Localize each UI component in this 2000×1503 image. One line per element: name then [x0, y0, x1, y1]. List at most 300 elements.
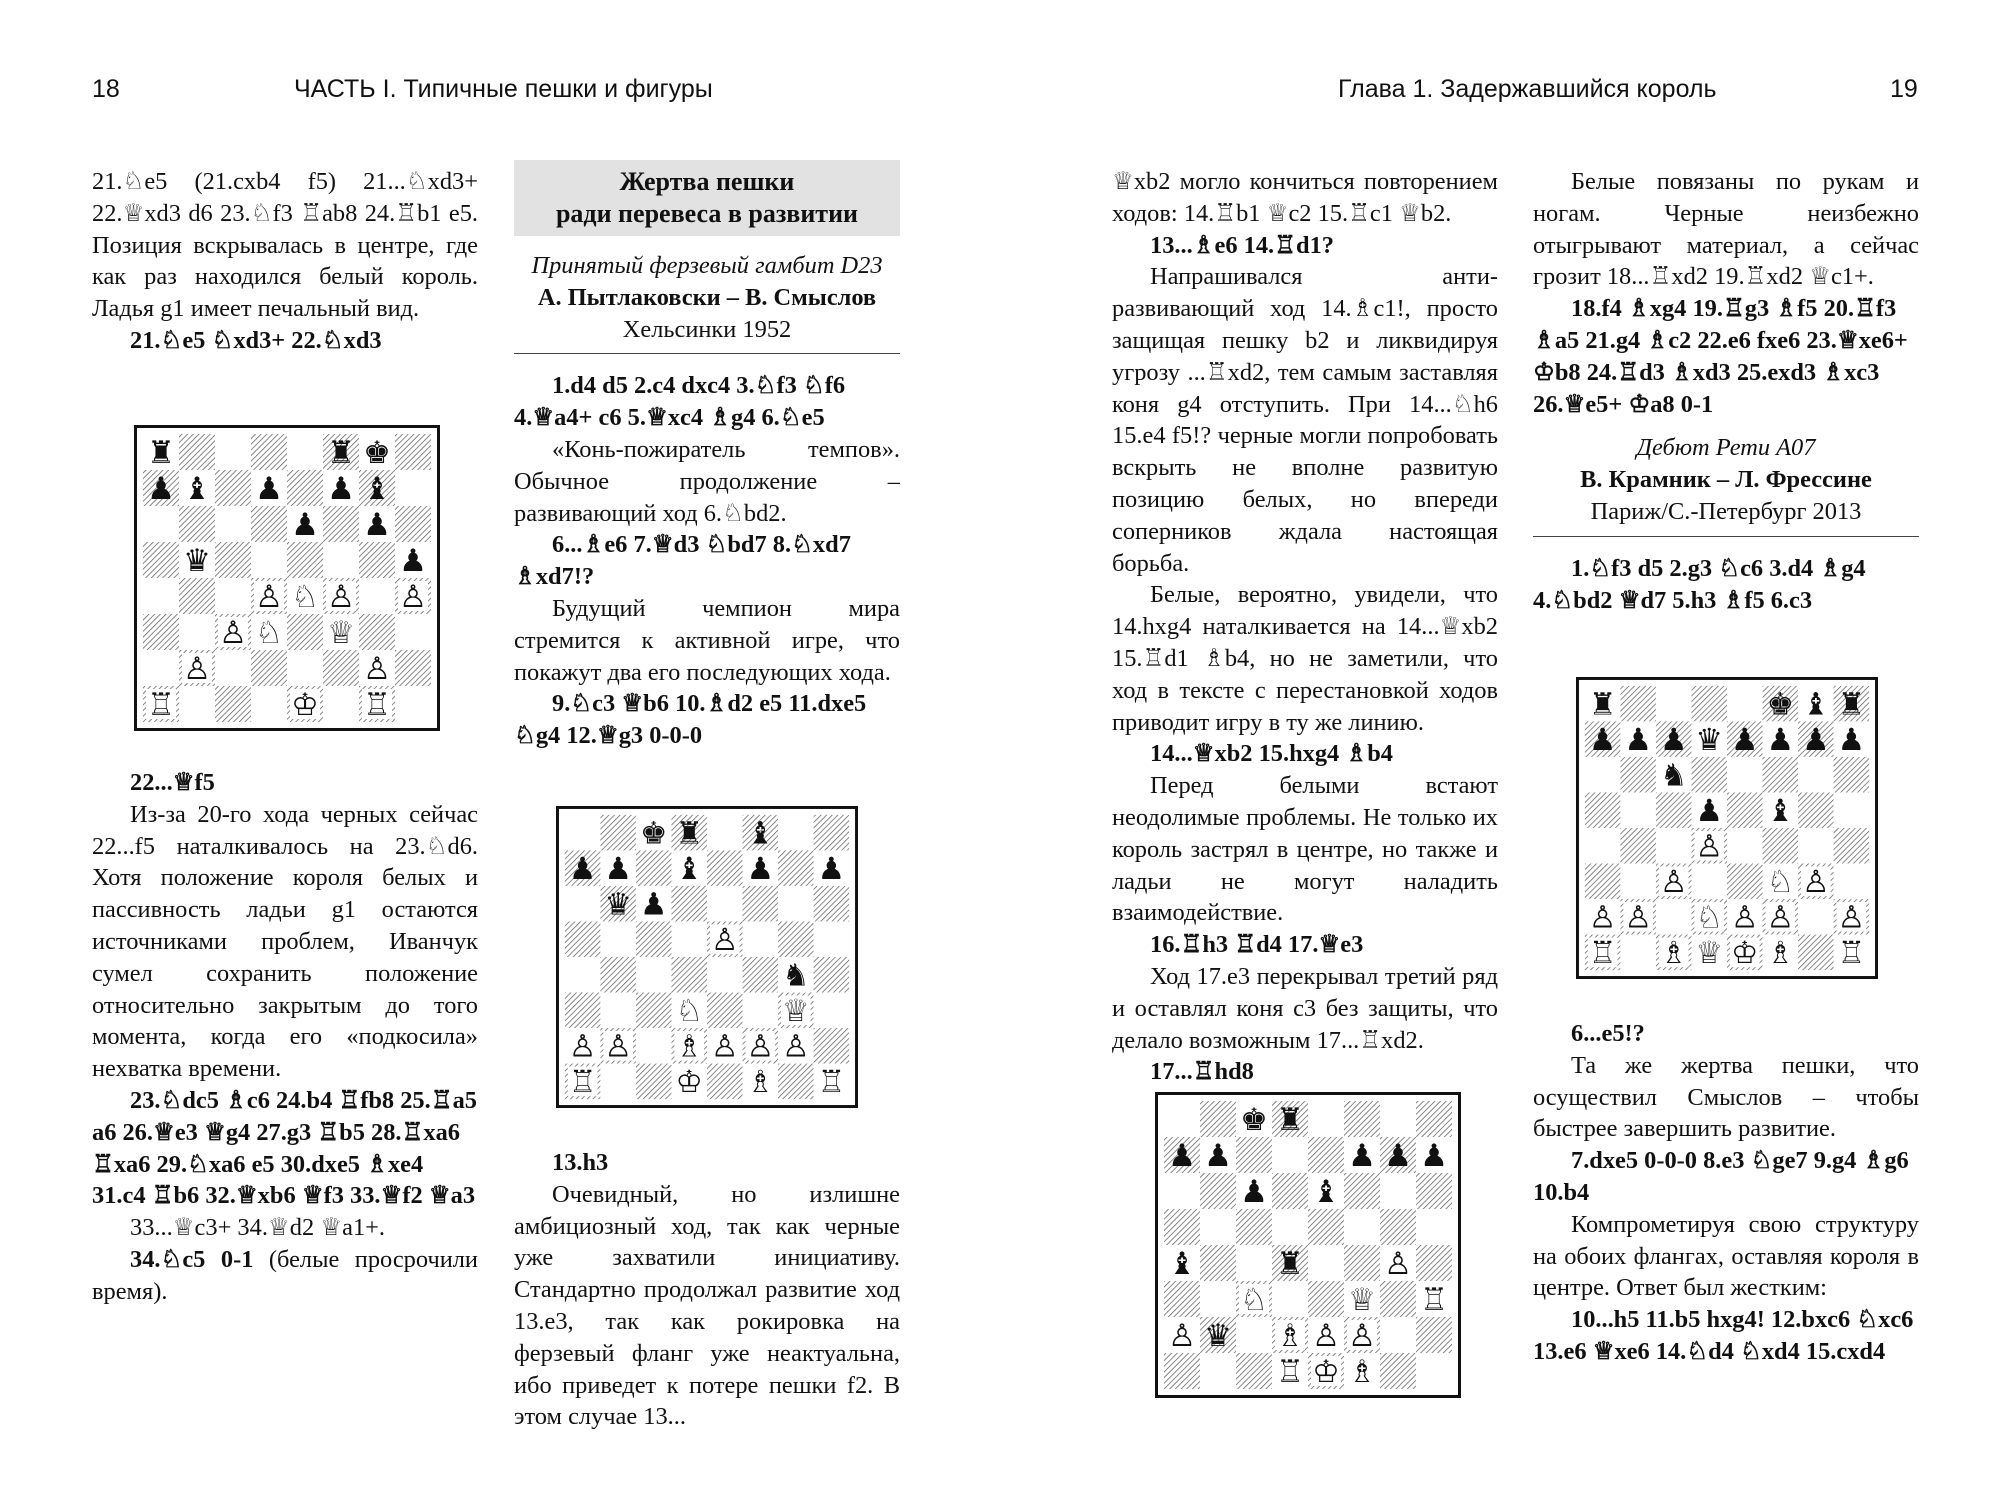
white-pawn-icon: ♙ — [711, 923, 739, 959]
section-header — [514, 160, 900, 236]
board-square — [1344, 1101, 1380, 1137]
board-square — [215, 542, 251, 578]
board-square — [1691, 864, 1727, 900]
board-square — [1620, 686, 1656, 722]
black-pawn-icon: ♟ — [1588, 723, 1617, 759]
board-square — [1798, 757, 1834, 793]
board-square — [143, 614, 179, 650]
divider — [1533, 536, 1919, 537]
board-square — [1416, 1101, 1452, 1137]
text-paragraph: Напрашивался анти-развивающий ход 14.♗c1!, просто защищая пешку b2 и ликвидируя угрозу ...♖xd2, тем самым заставляя коня g4 отступить. При 14...♘h6 15.e4 f5!? черные могли попробовать вскрыть не вполне развитую позицию белых, но впереди соперников ждала настоящая борьба. — [1112, 263, 1498, 577]
white-pawn-icon: ♙ — [1731, 900, 1759, 936]
move-line: 34.♘c5 0-1 — [130, 1245, 254, 1273]
white-bishop-icon: ♗ — [1766, 936, 1795, 972]
board-square — [1308, 1101, 1344, 1137]
board-square — [215, 506, 251, 542]
board-square — [1656, 792, 1692, 828]
white-knight-icon: ♘ — [1695, 900, 1723, 936]
move-line: 16.♖h3 ♖d4 17.♕e3 — [1150, 931, 1364, 959]
board-square — [1272, 1281, 1308, 1317]
diagram-3-svg — [1155, 1092, 1461, 1398]
white-queen-icon: ♕ — [327, 615, 355, 651]
diagram-2-svg — [556, 806, 858, 1108]
board-square — [1308, 1245, 1344, 1281]
white-bishop-icon: ♗ — [1276, 1318, 1304, 1354]
section-title-line-2: ради перевеса в развитии — [555, 199, 859, 228]
board-square — [1200, 1101, 1236, 1137]
board-square — [215, 650, 251, 686]
board-square — [814, 993, 850, 1029]
white-pawn-icon: ♙ — [782, 1029, 810, 1065]
board-square — [1585, 757, 1621, 793]
board-square — [636, 1064, 672, 1100]
white-rook-icon: ♖ — [1420, 1282, 1448, 1318]
board-square — [814, 815, 850, 851]
white-pawn-icon: ♙ — [1384, 1246, 1412, 1282]
black-rook-icon: ♜ — [147, 435, 175, 471]
white-rook-icon: ♖ — [1276, 1354, 1304, 1390]
board-square — [143, 542, 179, 578]
board-square — [600, 815, 636, 851]
black-pawn-icon: ♟ — [1624, 723, 1652, 759]
black-bishop-icon: ♝ — [183, 471, 211, 507]
players: В. Крамник – Л. Фрессине — [1580, 466, 1872, 494]
board-square — [707, 957, 743, 993]
board-square — [287, 650, 323, 686]
chess-diagram-2 — [556, 806, 858, 1108]
black-pawn-icon: ♟ — [363, 507, 391, 543]
move-line: 1.♘f3 d5 2.g3 ♘c6 3.d4 ♗g4 4.♘bd2 ♕d7 5.h3 ♗f5 6.c3 — [1533, 554, 1866, 614]
board-square — [1272, 1137, 1308, 1173]
black-bishop-icon: ♝ — [1168, 1246, 1196, 1282]
board-square — [251, 686, 287, 722]
board-square — [251, 542, 287, 578]
move-line: 14...♕xb2 15.hxg4 ♗b4 — [1150, 740, 1393, 768]
venue: Париж/С.-Петербург 2013 — [1590, 497, 1862, 525]
board-square — [671, 886, 707, 922]
board-square — [636, 1028, 672, 1064]
board-square — [1727, 828, 1763, 864]
column-1-continued — [92, 767, 478, 1308]
column-3 — [1112, 166, 1498, 1088]
black-pawn-icon: ♟ — [255, 471, 283, 507]
white-queen-icon: ♕ — [782, 994, 810, 1030]
white-knight-icon: ♘ — [1240, 1282, 1268, 1318]
board-square — [1380, 1101, 1416, 1137]
white-pawn-icon: ♙ — [1312, 1318, 1340, 1354]
white-pawn-icon: ♙ — [1168, 1318, 1196, 1354]
board-square — [743, 886, 779, 922]
board-square — [1344, 1209, 1380, 1245]
board-square — [1200, 1281, 1236, 1317]
board-square — [1236, 1137, 1272, 1173]
board-square — [1763, 828, 1799, 864]
move-line: 22...♕f5 — [130, 769, 215, 796]
board-square — [1200, 1353, 1236, 1389]
white-pawn-icon: ♙ — [1348, 1318, 1376, 1354]
white-pawn-icon: ♙ — [1766, 900, 1795, 936]
chess-diagram-1 — [134, 425, 440, 731]
opening-name: Дебют Рети A07 — [1636, 434, 1816, 462]
text-paragraph: Белые, вероятно, увидели, что 14.hxg4 наталкивается на 14...♕xb2 15.♖d1 ♗b4, но не заметили, что ход в тексте с перестановкой ходов приводит игру в ту же линию. — [1112, 581, 1498, 736]
board-square — [671, 957, 707, 993]
white-queen-icon: ♕ — [1348, 1282, 1376, 1318]
board-square — [1200, 1245, 1236, 1281]
black-king-icon: ♚ — [639, 816, 668, 852]
board-square — [287, 434, 323, 470]
board-square — [1308, 1281, 1344, 1317]
board-square — [600, 957, 636, 993]
black-pawn-icon: ♟ — [604, 852, 632, 888]
black-pawn-icon: ♟ — [1659, 723, 1688, 759]
white-pawn-icon: ♙ — [1802, 865, 1830, 901]
text-paragraph: Перед белыми встают неодолимые проблемы. Не только их король застрял в центре, но также и ладьи не могут наладить взаимодействие. — [1112, 772, 1498, 927]
white-king-icon: ♔ — [1731, 936, 1759, 972]
board-square — [814, 1028, 850, 1064]
board-square — [143, 506, 179, 542]
black-pawn-icon: ♟ — [1240, 1174, 1268, 1210]
board-square — [179, 578, 215, 614]
board-square — [1727, 792, 1763, 828]
section-title-line-1: Жертва пешки — [619, 167, 795, 196]
divider — [514, 353, 900, 354]
black-pawn-icon: ♟ — [817, 852, 846, 888]
board-square — [251, 650, 287, 686]
board-square — [1164, 1173, 1200, 1209]
board-square — [814, 886, 850, 922]
move-line: 23.♘dc5 ♗c6 24.b4 ♖fb8 25.♖a5 a6 26.♕e3 ♕g4 27.g3 ♖b5 28.♖xa6 ♖xa6 29.♘xa6 e5 30.dxe5 ♗xe4 31.c4 ♖b6 32.♕xb6 ♕f3 33.♕f2 ♕a3 — [92, 1086, 477, 1210]
move-line: 7.dxe5 0-0-0 8.e3 ♘ge7 9.g4 ♗g6 10.b4 — [1533, 1147, 1909, 1206]
white-pawn-icon: ♙ — [711, 1029, 739, 1065]
board-square — [323, 650, 359, 686]
board-square — [814, 957, 850, 993]
board-square — [1763, 757, 1799, 793]
left-running-title: ЧАСТЬ I. Типичные пешки и фигуры — [294, 75, 713, 103]
white-king-icon: ♔ — [675, 1065, 703, 1101]
board-square — [1344, 1173, 1380, 1209]
board-square — [1200, 1209, 1236, 1245]
board-square — [287, 542, 323, 578]
board-square — [215, 470, 251, 506]
white-rook-icon: ♖ — [817, 1065, 846, 1101]
move-line: 6...e5!? — [1571, 1020, 1645, 1047]
black-pawn-icon: ♟ — [746, 852, 775, 888]
white-pawn-icon: ♙ — [746, 1029, 775, 1065]
board-square — [1272, 1173, 1308, 1209]
white-pawn-icon: ♙ — [568, 1029, 597, 1065]
board-square — [395, 650, 431, 686]
white-queen-icon: ♕ — [1695, 936, 1723, 972]
white-rook-icon: ♖ — [1588, 936, 1617, 972]
board-square — [565, 993, 601, 1029]
board-square — [179, 434, 215, 470]
board-square — [707, 1064, 743, 1100]
board-square — [1620, 828, 1656, 864]
venue: Хельсинки 1952 — [622, 315, 792, 343]
board-square — [743, 957, 779, 993]
black-knight-icon: ♞ — [782, 958, 810, 994]
white-pawn-icon: ♙ — [399, 579, 427, 615]
column-2 — [514, 160, 900, 752]
board-square — [1656, 686, 1692, 722]
players: А. Пытлаковски – В. Смыслов — [537, 283, 877, 311]
board-square — [1834, 792, 1870, 828]
black-bishop-icon: ♝ — [746, 816, 775, 852]
right-running-title: Глава 1. Задержавшийся король — [1338, 75, 1717, 103]
chess-diagram-4 — [1576, 677, 1878, 979]
board-square — [1344, 1245, 1380, 1281]
black-king-icon: ♚ — [1240, 1102, 1268, 1138]
black-knight-icon: ♞ — [1659, 758, 1688, 794]
white-pawn-icon: ♙ — [363, 651, 391, 687]
board-square — [1416, 1245, 1452, 1281]
board-square — [1164, 1281, 1200, 1317]
board-square — [1164, 1209, 1200, 1245]
board-square — [814, 921, 850, 957]
board-square — [1620, 757, 1656, 793]
board-square — [1380, 1209, 1416, 1245]
black-queen-icon: ♛ — [604, 887, 632, 923]
opening-name: Принятый ферзевый гамбит D23 — [531, 252, 883, 279]
white-bishop-icon: ♗ — [675, 1029, 703, 1065]
text-paragraph: Очевидный, но излишне амбициозный ход, так как черные уже захватили инициативу. Стандартно продолжал развитие ход 13.e3, так как рокировка на ферзевый фланг уже неактуальна, ибо приведет к потере пешки f2. В этом случае 13... — [514, 1180, 900, 1431]
black-bishop-icon: ♝ — [675, 852, 703, 888]
board-square — [1620, 792, 1656, 828]
board-square — [1798, 792, 1834, 828]
board-square — [1834, 864, 1870, 900]
move-line: 13...♗e6 14.♖d1? — [1150, 231, 1334, 259]
text-paragraph: Будущий чемпион мира стремится к активной игре, что покажут два его последующих хода. — [514, 594, 900, 686]
white-king-icon: ♔ — [291, 687, 319, 723]
board-square — [1380, 1353, 1416, 1389]
board-square — [636, 957, 672, 993]
black-queen-icon: ♛ — [1695, 723, 1723, 759]
board-square — [1727, 757, 1763, 793]
move-line: 17...♖hd8 — [1150, 1058, 1254, 1086]
board-square — [359, 578, 395, 614]
board-square — [1585, 792, 1621, 828]
board-square — [1236, 1353, 1272, 1389]
left-page-number: 18 — [92, 75, 120, 103]
board-square — [1585, 828, 1621, 864]
white-rook-icon: ♖ — [568, 1065, 597, 1101]
board-square — [778, 921, 814, 957]
column-2-continued — [514, 1147, 900, 1433]
white-pawn-icon: ♙ — [604, 1029, 632, 1065]
move-line: 18.f4 ♗xg4 19.♖g3 ♗f5 20.♖f3 ♗a5 21.g4 ♗c2 22.e6 fxe6 23.♕xe6+ ♔b8 24.♖d3 ♗xd3 25.exd3 ♗xc3 26.♕e5+ ♔a8 0-1 — [1533, 295, 1908, 418]
black-pawn-icon: ♟ — [1802, 723, 1830, 759]
move-line: 13.h3 — [552, 1149, 609, 1176]
white-pawn-icon: ♙ — [1837, 900, 1866, 936]
board-square — [778, 850, 814, 886]
board-square — [1585, 864, 1621, 900]
black-king-icon: ♚ — [1766, 687, 1795, 723]
black-pawn-icon: ♟ — [1695, 794, 1723, 830]
board-square — [1691, 686, 1727, 722]
board-square — [323, 506, 359, 542]
column-1 — [92, 166, 478, 357]
black-king-icon: ♚ — [363, 435, 391, 471]
board-square — [251, 434, 287, 470]
board-square — [323, 686, 359, 722]
board-square — [600, 993, 636, 1029]
black-rook-icon: ♜ — [327, 435, 355, 471]
board-square — [707, 815, 743, 851]
black-bishop-icon: ♝ — [1312, 1174, 1340, 1210]
board-square — [565, 886, 601, 922]
board-square — [1798, 828, 1834, 864]
black-rook-icon: ♜ — [675, 816, 703, 852]
board-square — [287, 470, 323, 506]
black-pawn-icon: ♟ — [291, 507, 319, 543]
board-square — [778, 815, 814, 851]
white-pawn-icon: ♙ — [1695, 829, 1723, 865]
text-paragraph: 33...♕c3+ 34.♕d2 ♕a1+. — [130, 1214, 386, 1242]
board-square — [179, 686, 215, 722]
board-square — [1620, 935, 1656, 971]
board-square — [565, 921, 601, 957]
black-rook-icon: ♜ — [1276, 1102, 1304, 1138]
board-square — [600, 1064, 636, 1100]
column-4-continued — [1533, 1018, 1919, 1368]
board-square — [1834, 757, 1870, 793]
board-square — [1380, 1173, 1416, 1209]
white-bishop-icon: ♗ — [746, 1065, 775, 1101]
black-pawn-icon: ♟ — [147, 471, 175, 507]
black-queen-icon: ♛ — [1204, 1318, 1232, 1354]
board-square — [778, 886, 814, 922]
board-square — [1416, 1353, 1452, 1389]
white-rook-icon: ♖ — [1837, 936, 1866, 972]
board-square — [1416, 1317, 1452, 1353]
board-square — [1656, 828, 1692, 864]
black-pawn-icon: ♟ — [399, 543, 427, 579]
black-rook-icon: ♜ — [1837, 687, 1866, 723]
board-square — [1380, 1317, 1416, 1353]
board-square — [1798, 935, 1834, 971]
white-rook-icon: ♖ — [147, 687, 175, 723]
board-square — [395, 434, 431, 470]
text-paragraph: Из-за 20-го хода черных сейчас 22...f5 наталкивалось на 23.♘d6. Хотя положение короля белых и пассивность ладьи g1 остаются источниками проблем, Иванчук сумел сохранить положение относительно закрытым до того момента, когда его «подкосила» нехватка времени. — [92, 800, 478, 1083]
black-pawn-icon: ♟ — [327, 471, 355, 507]
black-pawn-icon: ♟ — [1384, 1138, 1412, 1174]
black-bishop-icon: ♝ — [1802, 687, 1830, 723]
board-square — [395, 506, 431, 542]
board-square — [1236, 1209, 1272, 1245]
white-pawn-icon: ♙ — [1624, 900, 1652, 936]
white-pawn-icon: ♙ — [255, 579, 283, 615]
black-pawn-icon: ♟ — [1731, 723, 1759, 759]
board-square — [600, 921, 636, 957]
board-square — [395, 470, 431, 506]
text-paragraph: Белые повязаны по рукам и ногам. Черные неизбежно отыгрывают материал, а сейчас грозит 18...♖xd2 19.♖xd2 ♕c1+. — [1533, 168, 1919, 291]
text-fragment: (белые просрочили время). — [92, 1245, 478, 1305]
board-square — [1691, 757, 1727, 793]
board-square — [179, 506, 215, 542]
board-square — [1200, 1173, 1236, 1209]
board-square — [743, 993, 779, 1029]
black-rook-icon: ♜ — [1276, 1246, 1304, 1282]
board-square — [323, 542, 359, 578]
white-knight-icon: ♘ — [291, 579, 319, 615]
white-pawn-icon: ♙ — [219, 615, 247, 651]
board-square — [395, 686, 431, 722]
diagram-4-svg — [1576, 677, 1878, 979]
board-square — [179, 614, 215, 650]
board-square — [1164, 1353, 1200, 1389]
white-bishop-icon: ♗ — [1348, 1354, 1376, 1390]
board-square — [1834, 828, 1870, 864]
black-pawn-icon: ♟ — [1168, 1138, 1196, 1174]
black-pawn-icon: ♟ — [568, 852, 597, 888]
move-line: 21.♘e5 ♘xd3+ 22.♘xd3 — [130, 326, 382, 354]
board-square — [636, 850, 672, 886]
board-square — [1272, 1209, 1308, 1245]
right-page-number: 19 — [1890, 75, 1918, 103]
board-square — [1236, 1245, 1272, 1281]
board-square — [707, 886, 743, 922]
black-pawn-icon: ♟ — [1837, 723, 1866, 759]
black-rook-icon: ♜ — [1588, 687, 1617, 723]
white-pawn-icon: ♙ — [183, 651, 211, 687]
board-square — [1727, 686, 1763, 722]
chess-diagram-3 — [1155, 1092, 1461, 1398]
board-square — [636, 921, 672, 957]
text-paragraph: «Конь-пожиратель темпов». Обычное продолжение – развивающий ход 6.♘bd2. — [514, 435, 900, 527]
board-square — [215, 578, 251, 614]
board-square — [565, 815, 601, 851]
board-square — [1236, 1317, 1272, 1353]
white-knight-icon: ♘ — [1766, 865, 1795, 901]
board-square — [1656, 899, 1692, 935]
board-square — [1164, 1101, 1200, 1137]
board-square — [707, 993, 743, 1029]
white-pawn-icon: ♙ — [327, 579, 355, 615]
move-line: 1.d4 d5 2.c4 dxc4 3.♘f3 ♘f6 4.♕a4+ c6 5.♕xc4 ♗g4 6.♘e5 — [514, 372, 846, 432]
board-square — [359, 614, 395, 650]
board-square — [215, 686, 251, 722]
board-square — [395, 614, 431, 650]
black-pawn-icon: ♟ — [1766, 723, 1795, 759]
text-paragraph: Ход 17.e3 перекрывал третий ряд и оставлял коня c3 без защиты, что делало возможным 17...♖xd2. — [1112, 962, 1498, 1054]
column-4 — [1533, 166, 1919, 616]
black-pawn-icon: ♟ — [1420, 1138, 1448, 1174]
white-pawn-icon: ♙ — [1659, 865, 1688, 901]
black-bishop-icon: ♝ — [363, 471, 391, 507]
white-bishop-icon: ♗ — [1659, 936, 1688, 972]
board-square — [636, 993, 672, 1029]
black-bishop-icon: ♝ — [1766, 794, 1795, 830]
board-square — [778, 1064, 814, 1100]
board-square — [143, 578, 179, 614]
move-line: 6...♗e6 7.♕d3 ♘bd7 8.♘xd7 ♗xd7!? — [514, 531, 851, 591]
move-line: 9.♘c3 ♕b6 10.♗d2 e5 11.dxe5 ♘g4 12.♕g3 0-0-0 — [514, 690, 867, 750]
board-square — [287, 614, 323, 650]
board-square — [1380, 1281, 1416, 1317]
black-pawn-icon: ♟ — [639, 887, 668, 923]
text-paragraph: Компрометируя свою структуру на обоих флангах, оставляя короля в центре. Ответ был жестким: — [1533, 1210, 1919, 1302]
board-square — [359, 542, 395, 578]
board-square — [1727, 864, 1763, 900]
board-square — [565, 957, 601, 993]
white-pawn-icon: ♙ — [1588, 900, 1617, 936]
board-square — [1416, 1209, 1452, 1245]
board-square — [671, 921, 707, 957]
black-queen-icon: ♛ — [183, 543, 211, 579]
white-king-icon: ♔ — [1312, 1354, 1340, 1390]
black-pawn-icon: ♟ — [1204, 1138, 1232, 1174]
board-square — [707, 850, 743, 886]
